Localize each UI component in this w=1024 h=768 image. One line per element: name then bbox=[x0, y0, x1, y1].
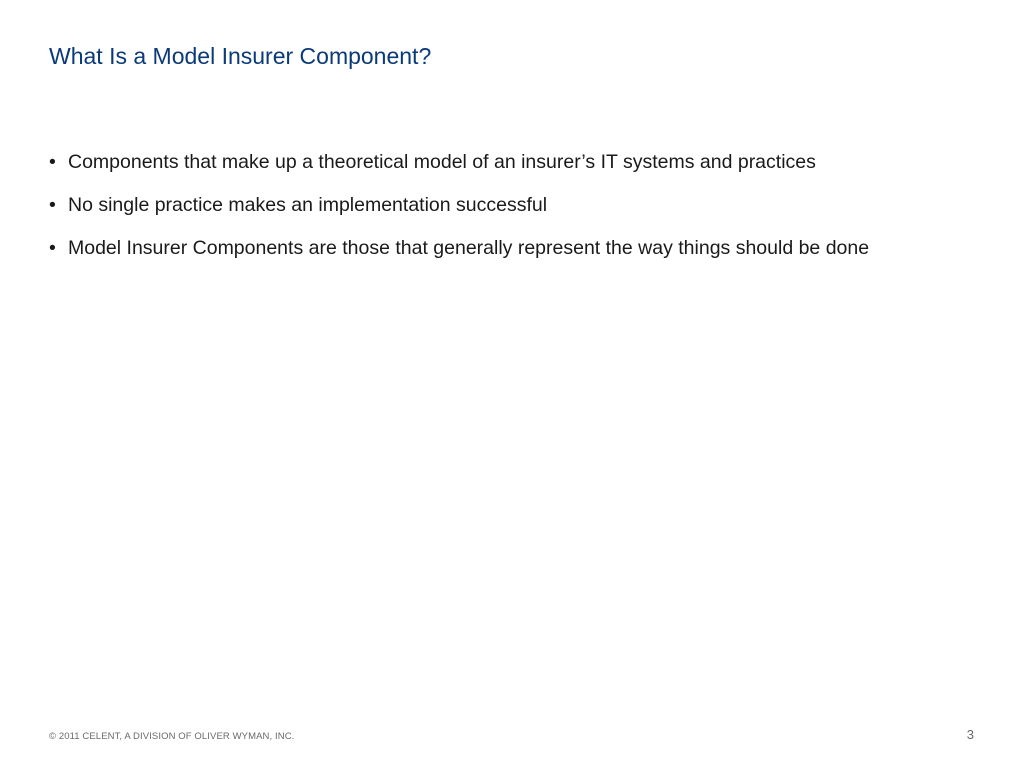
bullet-item bbox=[49, 234, 969, 262]
bullet-marker: • bbox=[49, 151, 56, 173]
bullet-text: Components that make up a theoretical model of an insurer’s IT systems and practices bbox=[68, 151, 816, 173]
bullet-text: No single practice makes an implementation successful bbox=[68, 194, 548, 216]
bullet-list bbox=[49, 148, 969, 277]
bullet-item bbox=[49, 191, 969, 219]
bullet-text: Model Insurer Components are those that generally represent the way things should be done bbox=[68, 237, 870, 259]
page-number: 3 bbox=[966, 727, 974, 742]
copyright-footer: © 2011 CELENT, A DIVISION OF OLIVER WYMAN, INC. bbox=[49, 731, 295, 742]
bullet-item bbox=[49, 148, 969, 176]
bullet-marker: • bbox=[49, 237, 56, 259]
bullet-marker: • bbox=[49, 194, 56, 216]
slide-title: What Is a Model Insurer Component? bbox=[49, 43, 432, 69]
